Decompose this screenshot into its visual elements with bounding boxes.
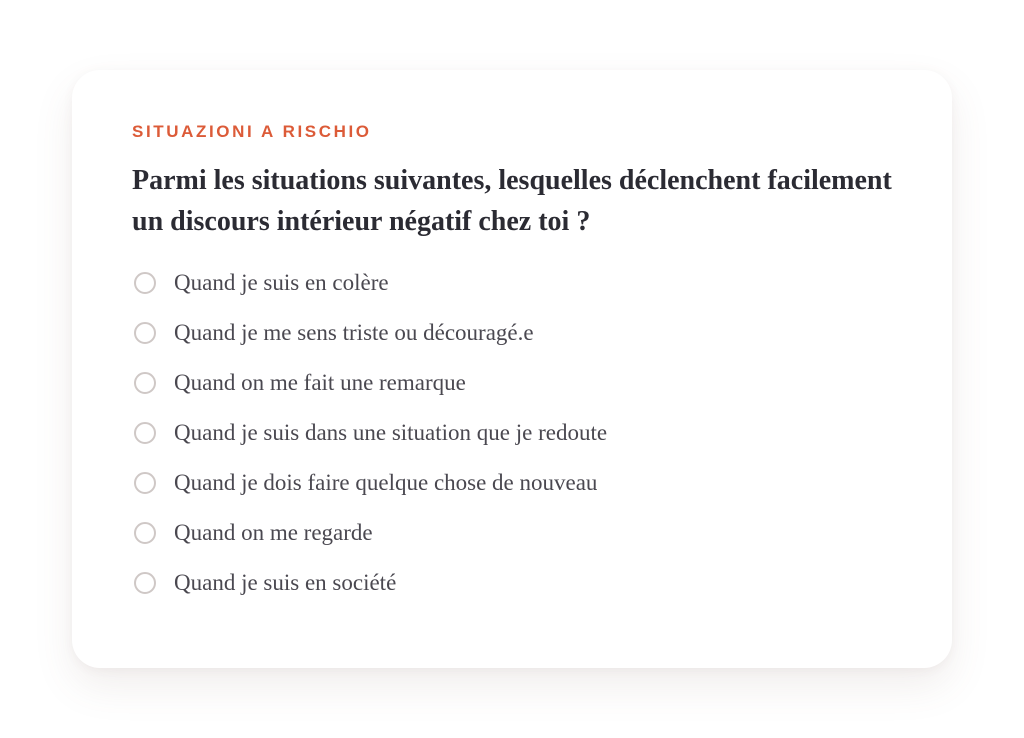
option-label: Quand on me fait une remarque [174, 370, 466, 395]
option-label: Quand je suis dans une situation que je redoute [174, 420, 608, 445]
option-label: Quand je me sens triste ou découragé.e [174, 320, 534, 345]
option-item[interactable] [132, 508, 892, 558]
option-item[interactable] [132, 358, 892, 408]
option-label: Quand je dois faire quelque chose de nouveau [174, 470, 598, 495]
radio-circle-icon[interactable] [134, 522, 156, 544]
option-label: Quand je suis en colère [174, 270, 389, 295]
radio-circle-icon[interactable] [134, 272, 156, 294]
radio-circle-icon[interactable] [134, 422, 156, 444]
option-item[interactable] [132, 408, 892, 458]
radio-circle-icon[interactable] [134, 472, 156, 494]
options-list [132, 258, 892, 608]
radio-circle-icon[interactable] [134, 572, 156, 594]
option-item[interactable] [132, 258, 892, 308]
question-title: Parmi les situations suivantes, lesquelles déclenchent facilement un discours intérieur négatif chez toi ? [132, 165, 892, 237]
section-eyebrow: SITUAZIONI A RISCHIO [132, 122, 372, 141]
radio-circle-icon[interactable] [134, 322, 156, 344]
option-label: Quand on me regarde [174, 520, 373, 545]
option-item[interactable] [132, 458, 892, 508]
radio-circle-icon[interactable] [134, 372, 156, 394]
option-item[interactable] [132, 308, 892, 358]
option-item[interactable] [132, 558, 892, 608]
option-label: Quand je suis en société [174, 570, 397, 595]
question-card [72, 70, 952, 668]
